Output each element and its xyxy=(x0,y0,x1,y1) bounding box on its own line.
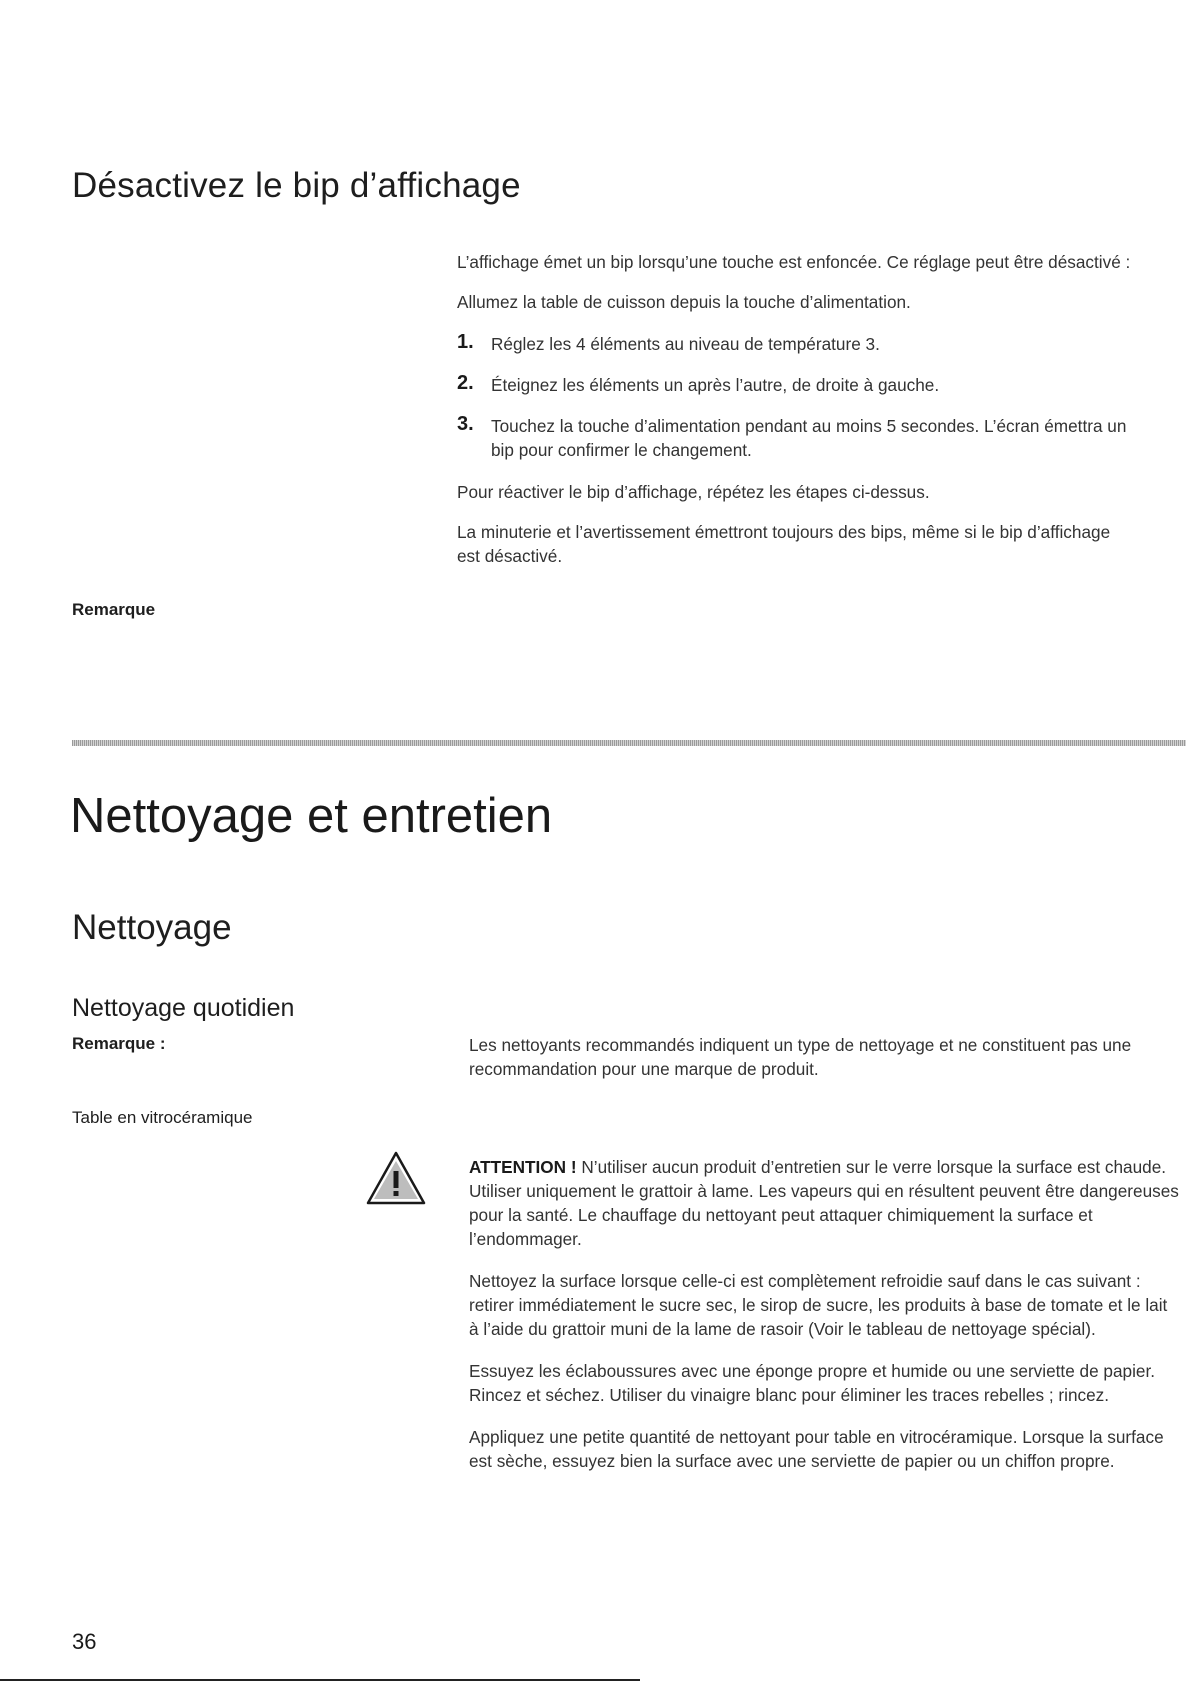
attention-paragraph xyxy=(469,1155,1181,1251)
section1-body xyxy=(457,250,1137,568)
chapter-divider xyxy=(72,740,1186,746)
cleaning-note-text: Les nettoyants recommandés indiquent un type de nettoyage et ne constituent pas une recommandation pour une marque de produit. xyxy=(469,1035,1132,1079)
step-3 xyxy=(457,414,1137,462)
warning-triangle-icon xyxy=(365,1150,427,1206)
cleaning-note-label: Remarque : xyxy=(72,1034,166,1053)
step-text: Touchez la touche d’alimentation pendant au moins 5 secondes. L’écran émettra un bip pour confirmer le changement. xyxy=(491,416,1127,460)
intro-paragraph: L’affichage émet un bip lorsqu’une touche est enfoncée. Ce réglage peut être désactivé : xyxy=(457,252,1131,272)
step-text: Réglez les 4 éléments au niveau de température 3. xyxy=(491,334,880,354)
subsection-title-daily-cleaning: Nettoyage quotidien xyxy=(72,994,295,1022)
chapter-title: Nettoyage et entretien xyxy=(70,789,553,843)
cleaning-paragraph-3: Appliquez une petite quantité de nettoyant pour table en vitrocéramique. Lorsque la surface est sèche, essuyez bien la surface avec une serviette de papier ou un chiffon propre. xyxy=(469,1427,1164,1471)
bottom-edge-line xyxy=(0,1679,640,1681)
step-text: Éteignez les éléments un après l’autre, de droite à gauche. xyxy=(491,375,940,395)
page-number: 36 xyxy=(72,1629,97,1654)
attention-text: N’utiliser aucun produit d’entretien sur le verre lorsque la surface est chaude. Utiliser uniquement le grattoir à lame. Les vapeurs qui en résultent peuvent être dangereuses pour la santé. Le chauffage du nettoyant peut attaquer chimiquement la surface et l’endommager. xyxy=(469,1157,1179,1249)
attention-label: ATTENTION ! xyxy=(469,1157,577,1177)
step-2 xyxy=(457,373,1137,397)
note-paragraph: La minuterie et l’avertissement émettront toujours des bips, même si le bip d’affichage est désactivé. xyxy=(457,522,1111,566)
step-number: 3. xyxy=(457,413,474,435)
cleaning-paragraph-1: Nettoyez la surface lorsque celle-ci est complètement refroidie sauf dans le cas suivant : retirer immédiatement le sucre sec, le sirop de sucre, les produits à base de tomate et le lait à l’aide du grattoir muni de la lame de rasoir (Voir le tableau de nettoyage spécial). xyxy=(469,1271,1168,1339)
note-label: Remarque xyxy=(72,600,156,619)
cleaning-paragraph-2: Essuyez les éclaboussures avec une éponge propre et humide ou une serviette de papier. Rincez et séchez. Utiliser du vinaigre blanc pour éliminer les traces rebelles ; rincez. xyxy=(469,1361,1156,1405)
section-title-display-beep: Désactivez le bip d’affichage xyxy=(72,166,521,205)
section-title-cleaning: Nettoyage xyxy=(72,908,232,947)
power-on-paragraph: Allumez la table de cuisson depuis la touche d’alimentation. xyxy=(457,292,911,312)
cleaning-body xyxy=(469,1155,1181,1473)
ceramic-label: Table en vitrocéramique xyxy=(72,1108,253,1127)
step-1 xyxy=(457,332,1137,356)
reactivate-paragraph: Pour réactiver le bip d’affichage, répétez les étapes ci-dessus. xyxy=(457,482,930,502)
step-number: 1. xyxy=(457,331,474,353)
step-number: 2. xyxy=(457,372,474,394)
